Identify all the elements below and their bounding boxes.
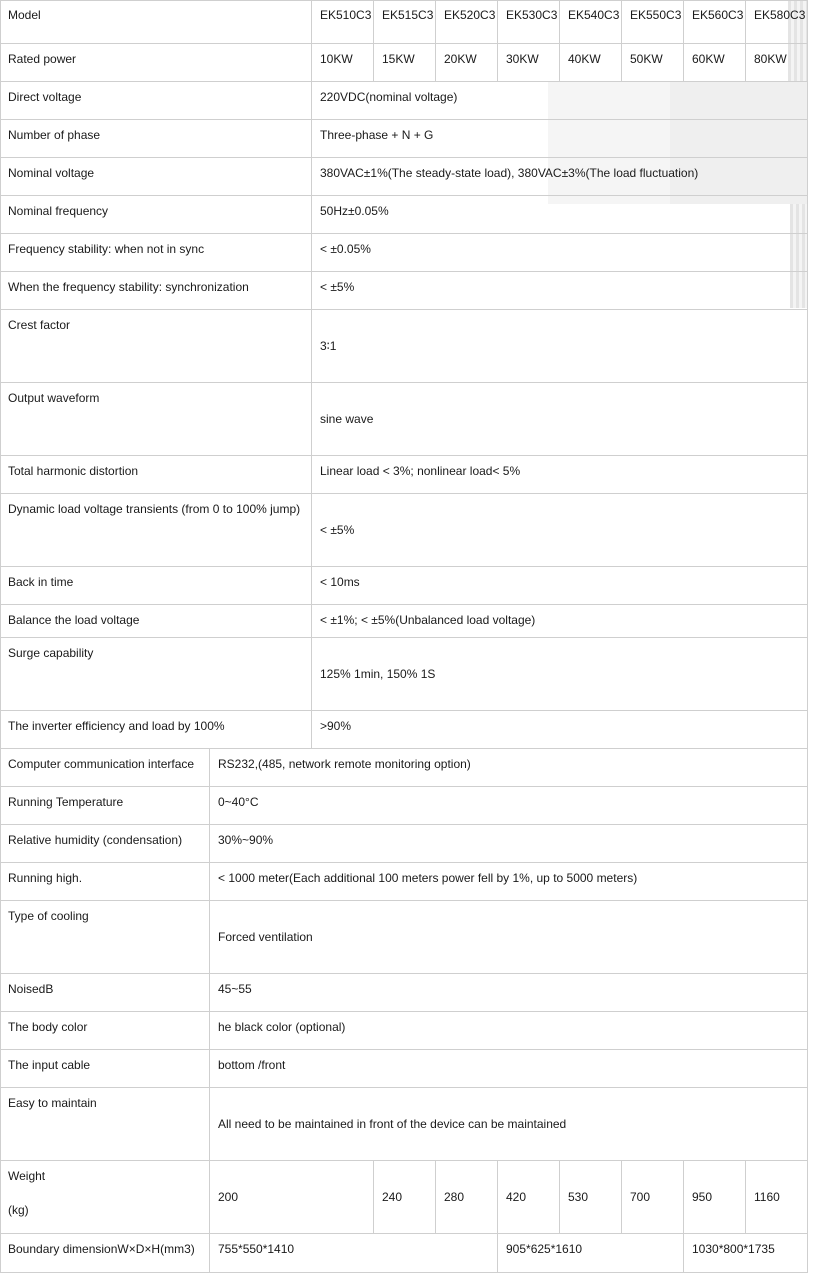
model-cell: EK550C3 [622, 0, 684, 44]
number-of-phase-label: Number of phase [0, 120, 312, 158]
weight-cell: 950 [684, 1161, 746, 1234]
nominal-voltage-label: Nominal voltage [0, 158, 312, 196]
freq-not-sync-value: < ±0.05% [312, 234, 808, 272]
rated-power-cell: 80KW [746, 44, 808, 82]
back-in-time-label: Back in time [0, 567, 312, 605]
rated-power-cell: 10KW [312, 44, 374, 82]
model-cell: EK580C3 [746, 0, 808, 44]
model-cell: EK560C3 [684, 0, 746, 44]
thd-value: Linear load < 3%; nonlinear load< 5% [312, 456, 808, 494]
weight-cell: 280 [436, 1161, 498, 1234]
freq-not-sync-label: Frequency stability: when not in sync [0, 234, 312, 272]
rated-power-cell: 30KW [498, 44, 560, 82]
rated-power-cell: 20KW [436, 44, 498, 82]
balance-load-voltage-value: < ±1%; < ±5%(Unbalanced load voltage) [312, 605, 808, 638]
nominal-voltage-value: 380VAC±1%(The steady-state load), 380VAC±3%(The load fluctuation) [312, 158, 808, 196]
back-in-time-value: < 10ms [312, 567, 808, 605]
weight-cell: 200 [210, 1161, 374, 1234]
easy-to-maintain-label: Easy to maintain [0, 1088, 210, 1161]
rated-power-cell: 40KW [560, 44, 622, 82]
weight-unit: (kg) [8, 1203, 29, 1217]
running-temperature-label: Running Temperature [0, 787, 210, 825]
relative-humidity-value: 30%~90% [210, 825, 808, 863]
dynamic-transients-label: Dynamic load voltage transients (from 0 to 100% jump) [0, 494, 312, 567]
type-of-cooling-value: Forced ventilation [210, 901, 808, 974]
boundary-dimension-cell: 905*625*1610 [498, 1234, 684, 1273]
model-cell: EK530C3 [498, 0, 560, 44]
comm-interface-label: Computer communication interface [0, 749, 210, 787]
freq-sync-value: < ±5% [312, 272, 808, 310]
output-waveform-value: sine wave [312, 383, 808, 456]
model-label: Model [0, 0, 312, 44]
rated-power-cell: 60KW [684, 44, 746, 82]
rated-power-cell: 50KW [622, 44, 684, 82]
boundary-dimension-cell: 1030*800*1735 [684, 1234, 808, 1273]
surge-capability-label: Surge capability [0, 638, 312, 711]
weight-label-cell [0, 1161, 210, 1234]
boundary-dimension-cell: 755*550*1410 [210, 1234, 498, 1273]
nominal-frequency-value: 50Hz±0.05% [312, 196, 808, 234]
model-cell: EK515C3 [374, 0, 436, 44]
direct-voltage-label: Direct voltage [0, 82, 312, 120]
running-high-label: Running high. [0, 863, 210, 901]
model-cell: EK520C3 [436, 0, 498, 44]
boundary-dimension-label: Boundary dimensionW×D×H(mm3) [0, 1234, 210, 1273]
direct-voltage-value: 220VDC(nominal voltage) [312, 82, 808, 120]
dynamic-transients-value: < ±5% [312, 494, 808, 567]
freq-sync-label: When the frequency stability: synchronization [0, 272, 312, 310]
crest-factor-value: 3∶1 [312, 310, 808, 383]
type-of-cooling-label: Type of cooling [0, 901, 210, 974]
running-temperature-value: 0~40°C [210, 787, 808, 825]
weight-label: Weight [8, 1169, 46, 1183]
body-color-label: The body color [0, 1012, 210, 1050]
relative-humidity-label: Relative humidity (condensation) [0, 825, 210, 863]
comm-interface-value: RS232,(485, network remote monitoring option) [210, 749, 808, 787]
model-cell: EK510C3 [312, 0, 374, 44]
model-cell: EK540C3 [560, 0, 622, 44]
rated-power-cell: 15KW [374, 44, 436, 82]
nominal-frequency-label: Nominal frequency [0, 196, 312, 234]
noise-label: NoisedB [0, 974, 210, 1012]
weight-cell: 420 [498, 1161, 560, 1234]
input-cable-value: bottom /front [210, 1050, 808, 1088]
easy-to-maintain-value: All need to be maintained in front of the device can be maintained [210, 1088, 808, 1161]
weight-cell: 530 [560, 1161, 622, 1234]
weight-cell: 240 [374, 1161, 436, 1234]
number-of-phase-value: Three-phase + N + G [312, 120, 808, 158]
input-cable-label: The input cable [0, 1050, 210, 1088]
output-waveform-label: Output waveform [0, 383, 312, 456]
balance-load-voltage-label: Balance the load voltage [0, 605, 312, 638]
crest-factor-label: Crest factor [0, 310, 312, 383]
rated-power-label: Rated power [0, 44, 312, 82]
inverter-efficiency-value: >90% [312, 711, 808, 749]
noise-value: 45~55 [210, 974, 808, 1012]
surge-capability-value: 125% 1min, 150% 1S [312, 638, 808, 711]
body-color-value: he black color (optional) [210, 1012, 808, 1050]
inverter-efficiency-label: The inverter efficiency and load by 100% [0, 711, 312, 749]
thd-label: Total harmonic distortion [0, 456, 312, 494]
running-high-value: < 1000 meter(Each additional 100 meters power fell by 1%, up to 5000 meters) [210, 863, 808, 901]
weight-cell: 700 [622, 1161, 684, 1234]
weight-cell: 1160 [746, 1161, 808, 1234]
